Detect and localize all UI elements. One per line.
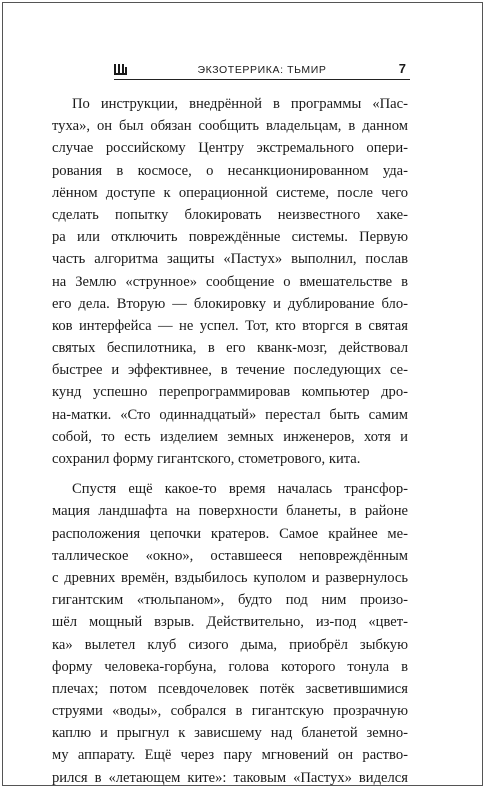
page-number: 7 xyxy=(398,61,406,76)
text-line: гигантским «тюльпаном», будто под ним произо- xyxy=(52,592,408,609)
text-line: святых беспилотника, в его кванк-мозг, действовал xyxy=(52,340,408,357)
text-line: По инструкции, внедрённой в программы «Пас- xyxy=(72,96,408,112)
text-line: его дела. Вторую — блокировку и дублирование бло- xyxy=(52,295,408,312)
text-line: Спустя ещё какое-то время началась трансфор- xyxy=(72,481,408,498)
text-line: му аппарату. Ещё через пару мгновений он раство- xyxy=(52,747,408,764)
page-header xyxy=(114,62,410,80)
paragraph xyxy=(52,93,408,470)
text-line: часть алгоритма защиты «Пастух» выполнил, послав xyxy=(52,251,408,268)
text-line: рования в космосе, о несанкционированном уда- xyxy=(52,162,408,179)
text-line: случае российскому Центру экстремального опери- xyxy=(52,140,408,157)
header-rule xyxy=(114,79,410,80)
text-line: лённом доступе к операционной системе, после чего xyxy=(52,184,408,201)
text-line: сохранил форму гигантского, стометрового, кита. xyxy=(52,451,361,467)
text-line: быстрее и эффективнее, в течение последующих се- xyxy=(52,362,408,379)
text-line: плечах; потом псевдочеловек потёк засветившимися xyxy=(52,680,408,697)
text-line: шёл мощный взрыв. Действительно, из-под «цвет- xyxy=(52,614,408,631)
text-line: с древних времён, вздыбилось куполом и развернулось xyxy=(52,569,408,586)
text-line: ка» вылетел клуб сизого дыма, приобрёл зыбкую xyxy=(52,636,408,653)
paragraph xyxy=(52,478,408,789)
running-title: ЭКЗОТЕРРИКА: ТЬМИР xyxy=(197,64,327,76)
text-line: ков интерфейса — не успел. Тот, кто вторгся в святая xyxy=(52,317,408,334)
text-line: мация ландшафта на поверхности бланеты, в районе xyxy=(52,503,408,520)
text-line: кунд успешно перепрограммировав компьютер дро- xyxy=(52,384,408,401)
text-line: на-матки. «Сто одиннадцатый» перестал быть самим xyxy=(52,406,408,423)
text-line: на Землю «струнное» сообщение о вмешательстве в xyxy=(52,273,408,290)
text-line: рился в «летающем ките»: таковым «Пастух» виделся xyxy=(52,769,408,786)
text-line: расположения цепочки кратеров. Самое крайнее ме- xyxy=(52,525,408,542)
text-line: форму человека-горбуна, голова которого тонула в xyxy=(52,658,408,675)
text-line: собой, то есть изделием земных инженеров, хотя и xyxy=(52,428,408,445)
text-line: струями «воды», собрался в гигантскую прозрачную xyxy=(52,703,408,720)
text-line: ра или отключить повреждённые системы. Первую xyxy=(52,229,408,246)
body-text xyxy=(52,93,408,797)
text-line: туха», он был обязан сообщить владельцам, в данном xyxy=(52,118,408,135)
text-line: каплю и прыгнул к зависшему над бланетой земно- xyxy=(52,725,408,742)
text-line: таллическое «окно», оставшееся неповреждённым xyxy=(52,547,408,564)
text-line: сделать попытку блокировать неизвестного хаке- xyxy=(52,206,408,223)
